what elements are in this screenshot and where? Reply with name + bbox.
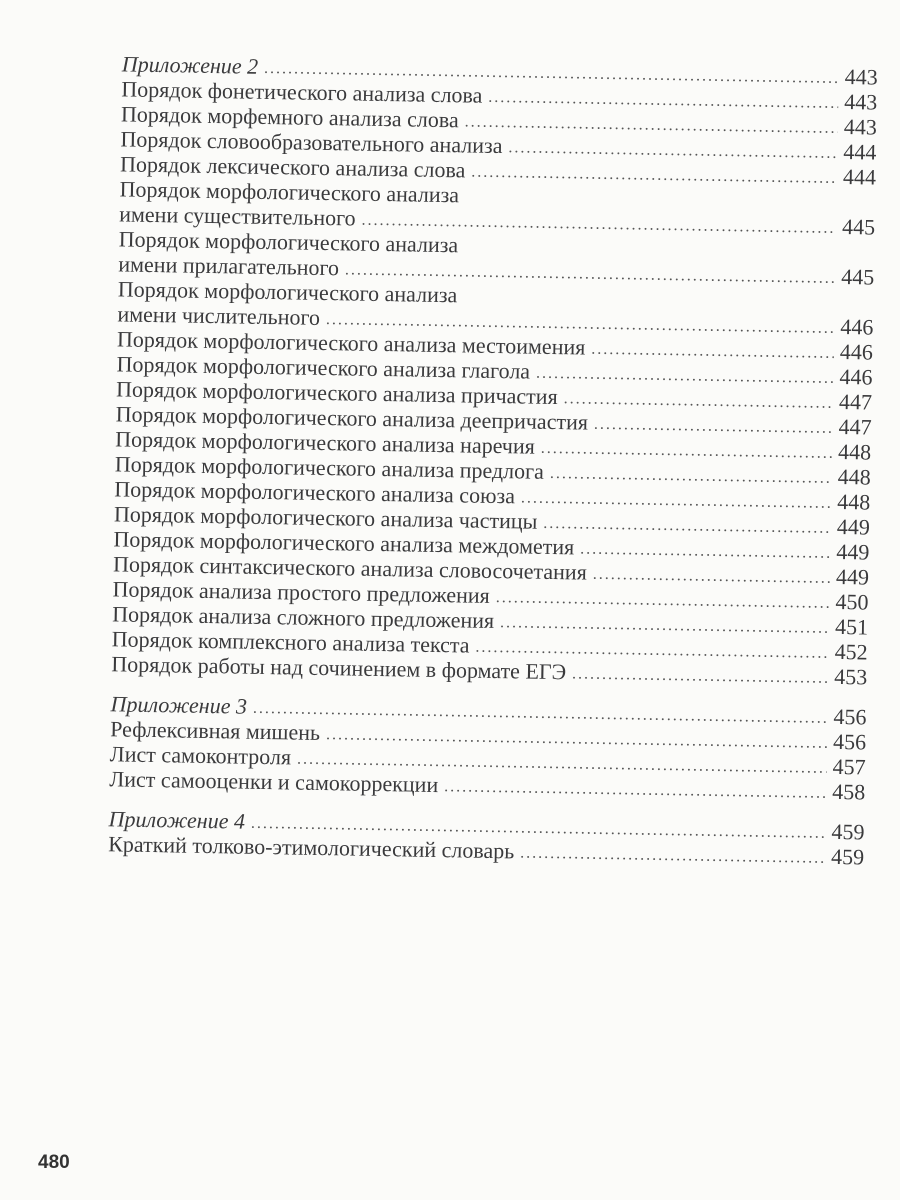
entry-page-number: 450 (835, 588, 869, 615)
entry-page-number: 449 (836, 538, 870, 565)
entry-page-number: 448 (837, 488, 871, 515)
toc-section (111, 51, 878, 689)
entry-title: Порядок анализа сложного предложения (112, 601, 495, 633)
entry-title: имени числительного (117, 301, 321, 330)
toc-section (108, 806, 865, 869)
entry-page-number: 448 (837, 438, 872, 465)
dot-leader (520, 843, 825, 868)
entry-title: Лист самоконтроля (109, 741, 292, 770)
entry-page-number: 444 (842, 164, 877, 190)
entry-title: Порядок морфологического анализа предлога (114, 451, 545, 484)
entry-page-number: 445 (841, 213, 876, 240)
entry-page-number: 457 (832, 753, 866, 780)
entry-page-number: 453 (834, 663, 868, 690)
entry-page-number: 451 (834, 613, 869, 640)
dot-leader (591, 340, 834, 364)
entry-page-number: 445 (841, 263, 875, 290)
entry-page-number: 459 (831, 818, 865, 845)
entry-title: Порядок работы над сочинением в формате ЕГЭ (111, 651, 567, 685)
entry-title-line: Порядок морфологического анализа (118, 226, 459, 258)
entry-page-number: 449 (835, 563, 870, 590)
entry-page-number: 446 (839, 363, 873, 390)
entry-page-number: 443 (843, 114, 878, 140)
entry-title: Порядок анализа простого предложения (112, 576, 491, 608)
entry-title: Порядок морфологического анализа местоимения (116, 326, 586, 360)
entry-page-number: 446 (840, 313, 874, 340)
entry-page-number: 459 (830, 843, 865, 870)
entry-title: Приложение 3 (110, 691, 248, 719)
entry-title: Приложение 4 (108, 806, 246, 834)
entry-title: имени существительного (119, 201, 356, 231)
dot-leader (444, 777, 826, 804)
entry-title: Порядок лексического анализа слова (119, 151, 466, 183)
table-of-contents (108, 51, 878, 884)
entry-title: Порядок морфологического анализа причастия (115, 376, 558, 410)
entry-title: Порядок синтаксического анализа словосочетания (112, 551, 588, 585)
entry-page-number: 458 (832, 778, 866, 805)
entry-page-number: 452 (834, 638, 868, 665)
dot-leader (593, 565, 831, 589)
entry-page-number: 443 (844, 89, 878, 115)
entry-title: имени прилагательного (118, 251, 340, 281)
entry-page-number: 448 (837, 463, 871, 490)
entry-title: Приложение 2 (121, 51, 259, 79)
entry-page-number: 444 (843, 139, 877, 165)
dot-leader (572, 664, 828, 688)
entry-title-line: Порядок морфологического анализа (117, 276, 458, 308)
entry-title: Порядок морфологического анализа глагола (116, 351, 531, 384)
entry-page-number: 446 (839, 338, 874, 365)
entry-page-number: 447 (838, 413, 872, 440)
entry-title: Рефлексивная мишень (110, 716, 321, 745)
entry-title: Краткий толково-этимологический словарь (108, 831, 515, 864)
entry-page-number: 447 (838, 388, 873, 415)
entry-title: Порядок морфемного анализа слова (120, 101, 459, 133)
entry-title: Порядок комплексного анализа текста (111, 626, 470, 658)
dot-leader (594, 415, 833, 439)
entry-page-number: 443 (844, 64, 878, 90)
entry-title: Порядок морфологического анализа наречия (115, 426, 536, 459)
page-number: 480 (38, 1152, 70, 1173)
entry-title: Лист самооценки и самокоррекции (109, 766, 439, 798)
entry-title: Порядок морфологического анализа союза (114, 476, 516, 509)
entry-page-number: 456 (833, 703, 867, 730)
toc-section (109, 691, 867, 804)
entry-page-number: 456 (832, 728, 867, 755)
entry-title: Порядок морфологического анализа междометия (113, 526, 575, 560)
entry-page-number: 449 (836, 513, 871, 540)
entry-title: Порядок словообразовательного анализа (120, 126, 503, 159)
entry-title: Порядок фонетического анализа слова (121, 76, 483, 108)
entry-title: Порядок морфологического анализа деепричастия (115, 401, 589, 435)
entry-title: Порядок морфологического анализа частицы (113, 501, 538, 534)
entry-title-line: Порядок морфологического анализа (119, 176, 460, 208)
